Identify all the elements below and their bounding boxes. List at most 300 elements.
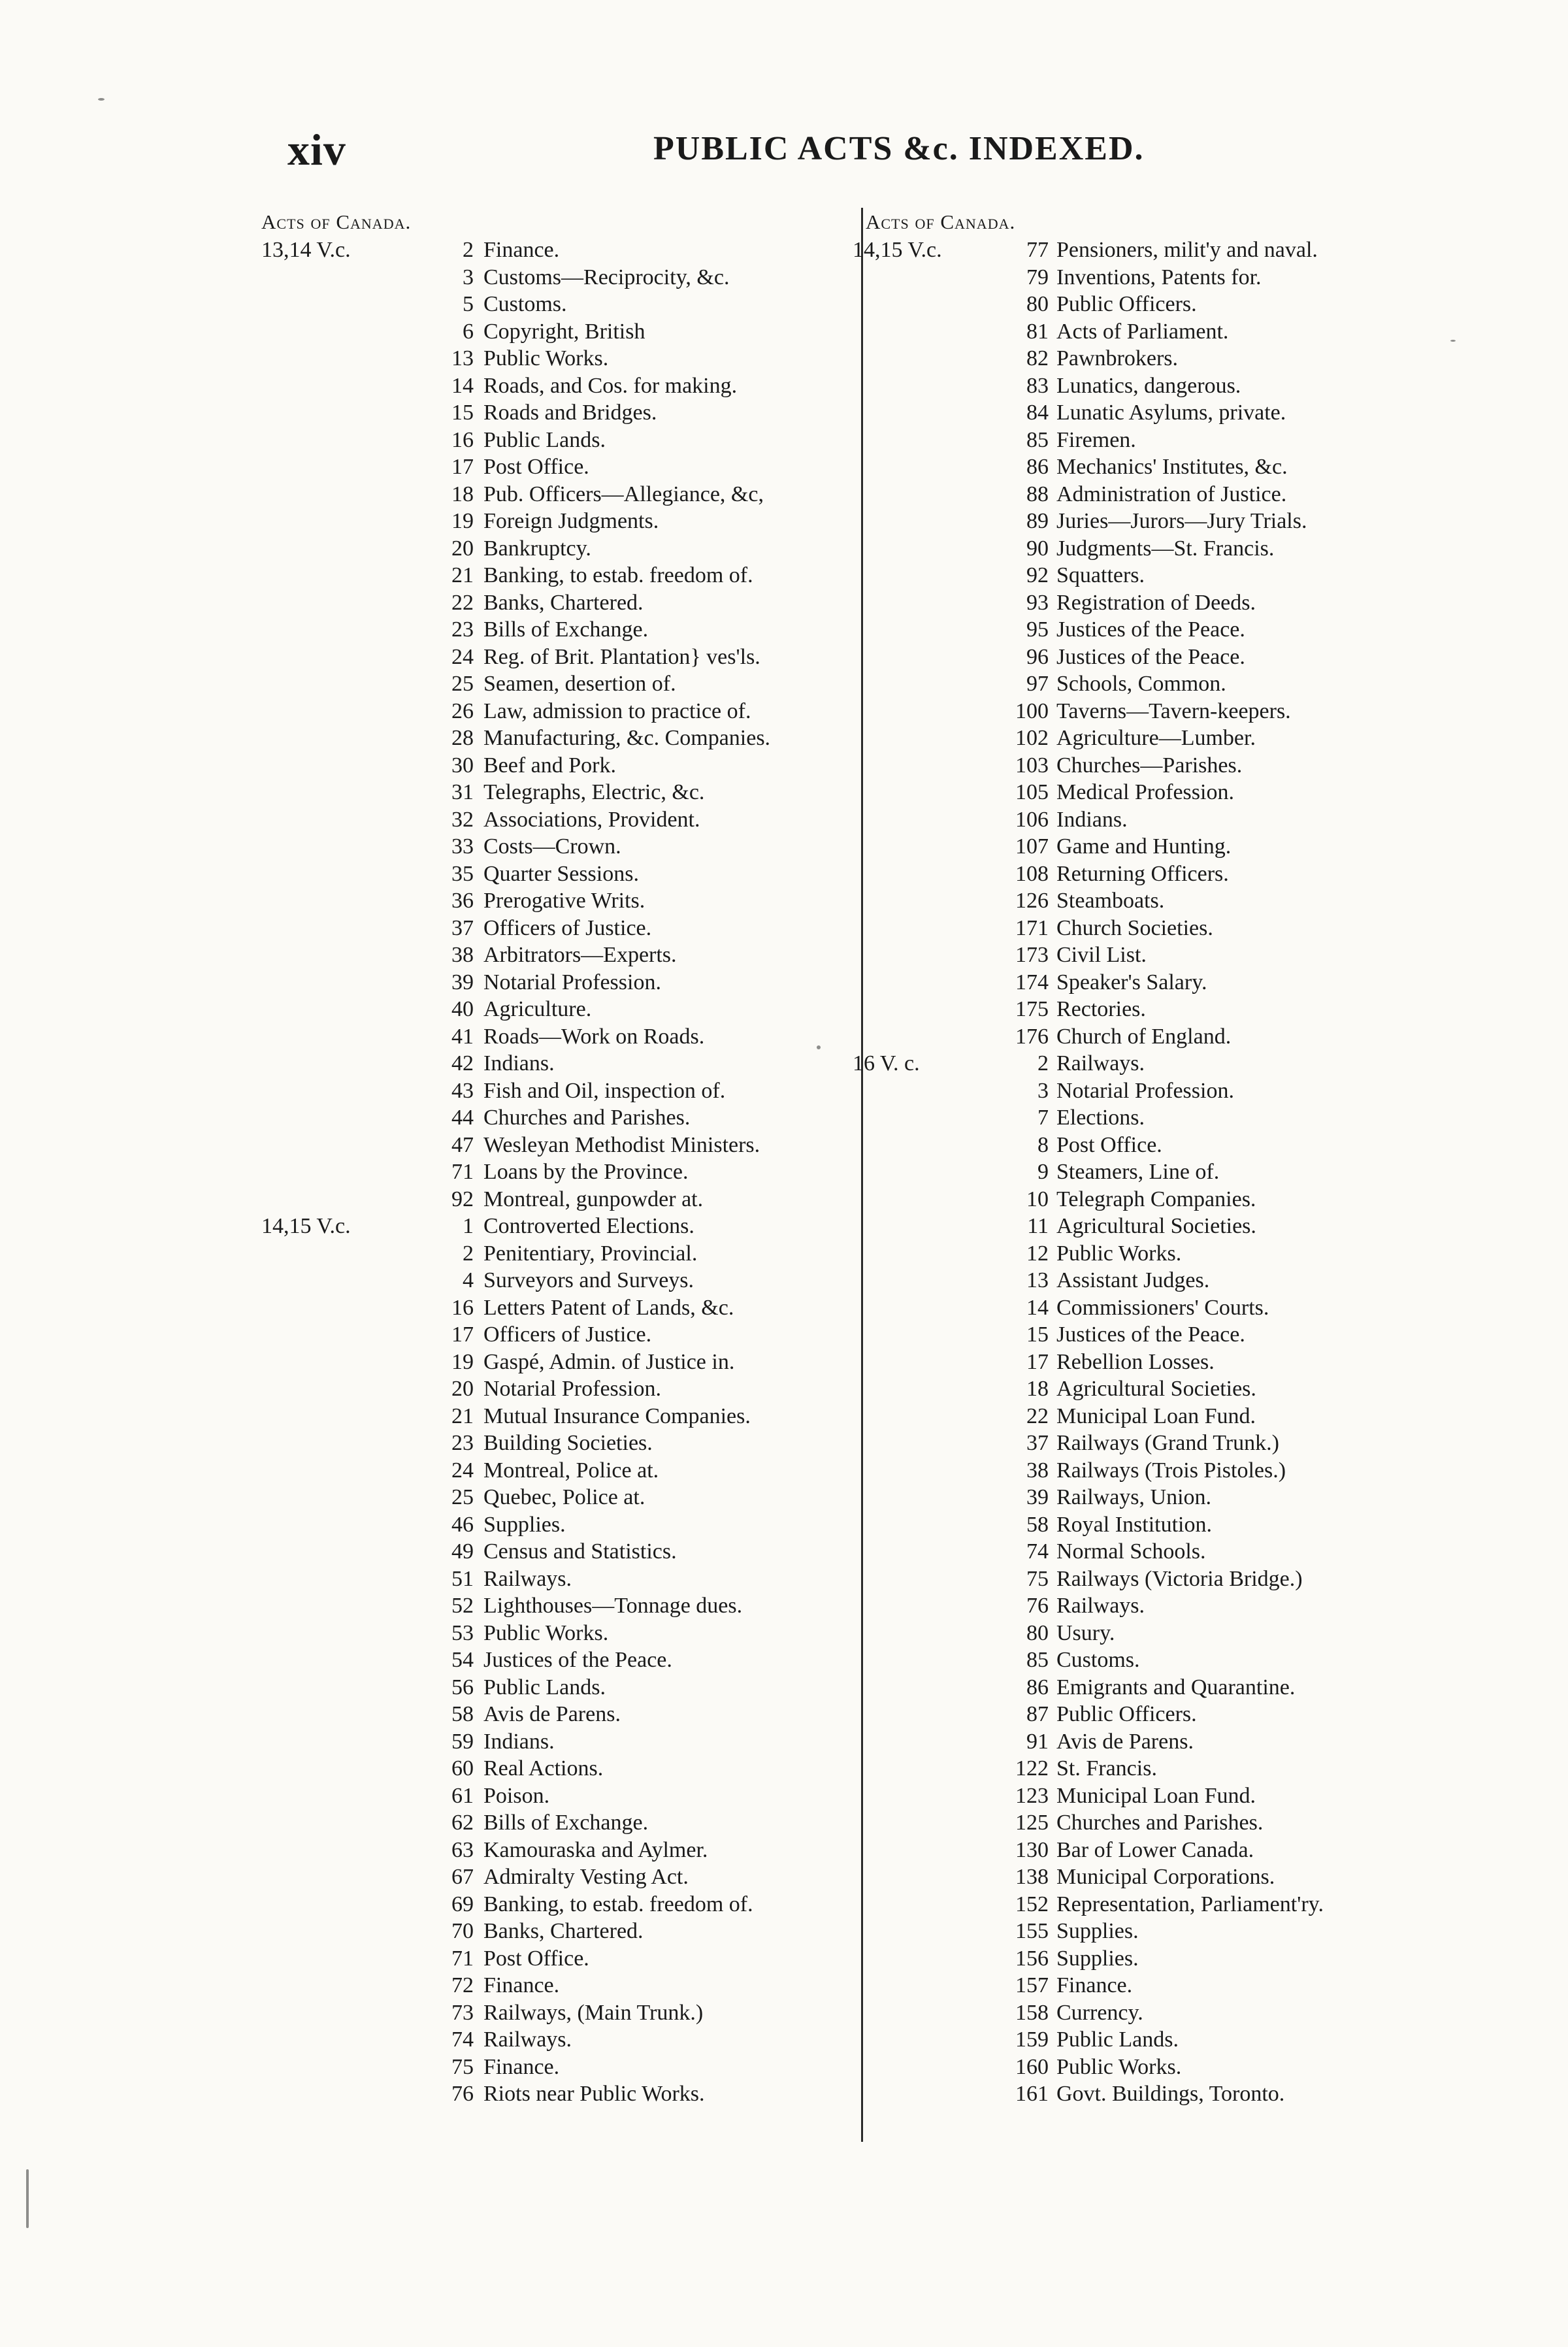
index-entry	[261, 453, 849, 481]
index-entry	[261, 969, 849, 996]
act-title: Lunatics, dangerous.	[1056, 373, 1241, 398]
chapter-number: 74	[451, 2027, 474, 2052]
act-title: Acts of Parliament.	[1056, 319, 1229, 344]
act-title: Copyright, British	[483, 319, 645, 344]
chapter-number: 93	[1026, 590, 1049, 615]
act-title: Finance.	[483, 2054, 560, 2079]
act-title: Indians.	[483, 1729, 555, 1754]
index-entry	[853, 1321, 1441, 1349]
index-entry	[261, 1158, 849, 1186]
chapter-number: 75	[451, 2054, 474, 2079]
chapter-number: 44	[451, 1106, 474, 1130]
index-entry	[853, 942, 1441, 969]
chapter-number: 82	[1026, 346, 1049, 370]
act-title: Administration of Justice.	[1056, 482, 1287, 506]
act-title: Agricultural Societies.	[1056, 1377, 1256, 1401]
index-entry	[261, 264, 849, 291]
chapter-number: 96	[1026, 644, 1049, 669]
index-entry	[261, 1267, 849, 1294]
chapter-number: 122	[1015, 1756, 1049, 1781]
act-title: Notarial Profession.	[483, 1377, 661, 1401]
act-title: Emigrants and Quarantine.	[1056, 1675, 1296, 1699]
chapter-number: 49	[451, 1539, 474, 1564]
index-entry	[261, 1701, 849, 1728]
index-entry	[853, 1592, 1441, 1620]
index-entry	[853, 1620, 1441, 1647]
session-label: 14,15 V.c.	[261, 1214, 351, 1238]
chapter-number: 4	[463, 1268, 474, 1292]
index-entry	[261, 535, 849, 563]
index-entry	[261, 1403, 849, 1430]
index-entry	[261, 1592, 849, 1620]
act-title: Post Office.	[483, 455, 589, 479]
index-entry	[261, 1863, 849, 1891]
index-entry	[853, 1999, 1441, 2027]
index-entry	[261, 1620, 849, 1647]
act-title: Squatters.	[1056, 563, 1145, 587]
index-entry	[853, 1701, 1441, 1728]
chapter-number: 30	[451, 753, 474, 778]
index-entry	[261, 1430, 849, 1457]
chapter-number: 58	[1026, 1512, 1049, 1537]
chapter-number: 17	[451, 1322, 474, 1347]
chapter-number: 17	[451, 455, 474, 479]
act-title: Kamouraska and Aylmer.	[483, 1837, 708, 1862]
chapter-number: 157	[1015, 1973, 1049, 1997]
index-entry	[853, 1186, 1441, 1213]
chapter-number: 37	[451, 915, 474, 940]
act-title: Elections.	[1056, 1106, 1145, 1130]
chapter-number: 100	[1015, 698, 1049, 723]
act-title: Indians.	[483, 1051, 555, 1075]
index-entry	[853, 345, 1441, 372]
act-title: Public Lands.	[483, 1675, 606, 1699]
index-entry	[261, 1837, 849, 1864]
act-title: Civil List.	[1056, 943, 1147, 967]
act-title: Arbitrators—Experts.	[483, 943, 677, 967]
index-entry	[853, 1945, 1441, 1973]
chapter-number: 21	[451, 1403, 474, 1428]
chapter-number: 36	[451, 889, 474, 913]
chapter-number: 12	[1026, 1241, 1049, 1266]
act-title: Banking, to estab. freedom of.	[483, 1892, 753, 1916]
index-entry	[853, 1050, 1441, 1077]
chapter-number: 25	[451, 1485, 474, 1509]
act-title: Public Officers.	[1056, 1702, 1197, 1726]
act-title: Game and Hunting.	[1056, 834, 1232, 859]
chapter-number: 20	[451, 536, 474, 561]
chapter-number: 16	[451, 427, 474, 452]
act-title: Telegraph Companies.	[1056, 1187, 1256, 1211]
index-entry	[853, 1809, 1441, 1837]
act-title: Public Works.	[483, 1620, 609, 1645]
chapter-number: 22	[451, 590, 474, 615]
chapter-number: 20	[451, 1377, 474, 1401]
chapter-number: 67	[451, 1865, 474, 1889]
index-entry	[853, 427, 1441, 454]
index-entry	[261, 427, 849, 454]
index-entry	[853, 996, 1441, 1023]
chapter-number: 28	[451, 726, 474, 750]
act-title: Railways (Grand Trunk.)	[1056, 1431, 1279, 1455]
act-title: Church of England.	[1056, 1024, 1232, 1049]
chapter-number: 17	[1026, 1349, 1049, 1374]
chapter-number: 31	[451, 780, 474, 804]
chapter-number: 38	[1026, 1458, 1049, 1483]
act-title: Wesleyan Methodist Ministers.	[483, 1132, 760, 1157]
index-entry	[261, 644, 849, 671]
index-entry	[853, 1538, 1441, 1566]
act-title: Public Works.	[483, 346, 609, 370]
act-title: Railways, Union.	[1056, 1485, 1212, 1509]
act-title: Customs—Reciprocity, &c.	[483, 265, 730, 289]
act-title: Finance.	[1056, 1973, 1133, 1997]
index-entry	[853, 1728, 1441, 1756]
chapter-number: 85	[1026, 1648, 1049, 1672]
act-title: Assistant Judges.	[1056, 1268, 1210, 1292]
chapter-number: 3	[463, 265, 474, 289]
chapter-number: 108	[1015, 861, 1049, 886]
index-entry	[261, 1999, 849, 2027]
chapter-number: 81	[1026, 319, 1049, 344]
act-title: Representation, Parliament'ry.	[1056, 1892, 1324, 1916]
chapter-number: 175	[1015, 997, 1049, 1021]
chapter-number: 83	[1026, 373, 1049, 398]
index-entry	[261, 887, 849, 915]
index-entry	[261, 1782, 849, 1810]
act-title: Railways (Victoria Bridge.)	[1056, 1566, 1303, 1591]
chapter-number: 7	[1037, 1106, 1049, 1130]
index-entry	[853, 969, 1441, 996]
index-entry	[853, 1566, 1441, 1593]
act-title: Officers of Justice.	[483, 1322, 652, 1347]
index-entry	[261, 779, 849, 806]
chapter-number: 13	[1026, 1268, 1049, 1292]
chapter-number: 70	[451, 1919, 474, 1943]
act-title: Agricultural Societies.	[1056, 1214, 1256, 1238]
index-entry	[261, 1375, 849, 1403]
chapter-number: 86	[1026, 455, 1049, 479]
act-title: Prerogative Writs.	[483, 889, 645, 913]
chapter-number: 161	[1015, 2082, 1049, 2106]
act-title: Letters Patent of Lands, &c.	[483, 1295, 734, 1320]
chapter-number: 130	[1015, 1837, 1049, 1862]
index-entry	[261, 1945, 849, 1973]
chapter-number: 52	[451, 1594, 474, 1618]
index-entry	[853, 616, 1441, 644]
chapter-number: 51	[451, 1566, 474, 1591]
chapter-number: 91	[1026, 1729, 1049, 1754]
chapter-number: 1	[463, 1214, 474, 1238]
index-entry	[853, 1132, 1441, 1159]
act-title: Juries—Jurors—Jury Trials.	[1056, 509, 1307, 533]
chapter-number: 159	[1015, 2027, 1049, 2052]
act-title: Reg. of Brit. Plantation} ves'ls.	[483, 644, 760, 669]
chapter-number: 80	[1026, 1620, 1049, 1645]
index-entry	[261, 399, 849, 427]
act-title: Normal Schools.	[1056, 1539, 1206, 1564]
act-title: Customs.	[483, 292, 567, 316]
index-entry	[853, 2026, 1441, 2054]
index-entry	[261, 698, 849, 725]
index-entry	[853, 1647, 1441, 1674]
act-title: Roads—Work on Roads.	[483, 1024, 705, 1049]
chapter-number: 62	[451, 1811, 474, 1835]
act-title: Public Lands.	[483, 427, 606, 452]
index-entry	[853, 1430, 1441, 1457]
act-title: Justices of the Peace.	[1056, 1322, 1245, 1347]
index-entry	[261, 2054, 849, 2081]
index-entry	[853, 562, 1441, 589]
chapter-number: 123	[1015, 1783, 1049, 1808]
act-title: Churches and Parishes.	[1056, 1811, 1264, 1835]
chapter-number: 105	[1015, 780, 1049, 804]
act-title: Judgments—St. Francis.	[1056, 536, 1275, 561]
act-title: Taverns—Tavern-keepers.	[1056, 698, 1291, 723]
chapter-number: 33	[451, 834, 474, 859]
index-entry	[261, 752, 849, 780]
index-entry	[853, 1674, 1441, 1701]
act-title: Pub. Officers—Allegiance, &c,	[483, 482, 764, 506]
chapter-number: 89	[1026, 509, 1049, 533]
chapter-number: 37	[1026, 1431, 1049, 1455]
chapter-number: 95	[1026, 617, 1049, 642]
index-entry	[261, 670, 849, 698]
act-title: Admiralty Vesting Act.	[483, 1865, 689, 1889]
index-entry	[261, 1349, 849, 1376]
index-entry	[853, 1918, 1441, 1945]
act-title: Railways.	[483, 2027, 572, 2052]
chapter-number: 106	[1015, 807, 1049, 832]
act-title: Indians.	[1056, 807, 1128, 832]
index-entry	[853, 1755, 1441, 1782]
index-entry	[853, 264, 1441, 291]
index-entry	[261, 806, 849, 834]
index-entry	[261, 1809, 849, 1837]
chapter-number: 3	[1037, 1078, 1049, 1103]
act-title: Notarial Profession.	[1056, 1078, 1234, 1103]
act-title: Loans by the Province.	[483, 1160, 689, 1184]
act-title: Post Office.	[483, 1946, 589, 1971]
session-label: 14,15 V.c.	[853, 238, 942, 262]
act-title: Census and Statistics.	[483, 1539, 677, 1564]
chapter-number: 85	[1026, 427, 1049, 452]
chapter-number: 79	[1026, 265, 1049, 289]
act-title: Quarter Sessions.	[483, 861, 639, 886]
act-title: Lighthouses—Tonnage dues.	[483, 1594, 743, 1618]
act-title: Manufacturing, &c. Companies.	[483, 726, 771, 750]
chapter-number: 38	[451, 943, 474, 967]
index-entry	[261, 1077, 849, 1105]
index-entry	[853, 1403, 1441, 1430]
act-title: Justices of the Peace.	[1056, 617, 1245, 642]
chapter-number: 58	[451, 1702, 474, 1726]
chapter-number: 73	[451, 2000, 474, 2025]
chapter-number: 76	[1026, 1594, 1049, 1618]
chapter-number: 10	[1026, 1187, 1049, 1211]
act-title: Commissioners' Courts.	[1056, 1295, 1269, 1320]
chapter-number: 126	[1015, 889, 1049, 913]
index-entry	[853, 1158, 1441, 1186]
index-entry	[261, 1294, 849, 1322]
chapter-number: 156	[1015, 1946, 1049, 1971]
index-entry	[261, 1728, 849, 1756]
index-entry	[853, 1837, 1441, 1864]
index-entry	[853, 1457, 1441, 1485]
chapter-number: 39	[1026, 1485, 1049, 1509]
index-entry	[261, 1050, 849, 1077]
chapter-number: 59	[451, 1729, 474, 1754]
chapter-number: 69	[451, 1892, 474, 1916]
index-entry	[853, 2080, 1441, 2108]
chapter-number: 174	[1015, 970, 1049, 994]
index-entry	[853, 1375, 1441, 1403]
index-entry	[853, 887, 1441, 915]
index-entry	[853, 1104, 1441, 1132]
chapter-number: 125	[1015, 1811, 1049, 1835]
act-title: Building Societies.	[483, 1431, 653, 1455]
act-title: Churches—Parishes.	[1056, 753, 1243, 778]
act-title: Banking, to estab. freedom of.	[483, 563, 753, 587]
act-title: Telegraphs, Electric, &c.	[483, 780, 705, 804]
act-title: St. Francis.	[1056, 1756, 1157, 1781]
chapter-number: 32	[451, 807, 474, 832]
act-title: Riots near Public Works.	[483, 2082, 705, 2106]
index-entry	[853, 237, 1441, 264]
index-entry	[261, 861, 849, 888]
act-title: Railways, (Main Trunk.)	[483, 2000, 704, 2025]
act-title: Railways (Trois Pistoles.)	[1056, 1458, 1286, 1483]
index-entry	[853, 833, 1441, 861]
act-title: Public Works.	[1056, 1241, 1182, 1266]
chapter-number: 35	[451, 861, 474, 886]
chapter-number: 160	[1015, 2054, 1049, 2079]
index-entry	[261, 481, 849, 508]
index-entry	[853, 752, 1441, 780]
act-title: Municipal Loan Fund.	[1056, 1403, 1256, 1428]
chapter-number: 19	[451, 1349, 474, 1374]
index-entry	[261, 1023, 849, 1051]
scan-speck	[817, 1045, 821, 1049]
index-entry	[853, 2054, 1441, 2081]
act-title: Firemen.	[1056, 427, 1136, 452]
act-title: Beef and Pork.	[483, 753, 617, 778]
act-title: Pawnbrokers.	[1056, 346, 1179, 370]
chapter-number: 2	[463, 1241, 474, 1266]
act-title: Mutual Insurance Companies.	[483, 1403, 751, 1428]
index-entry	[261, 237, 849, 264]
act-title: Costs—Crown.	[483, 834, 621, 859]
index-entry	[261, 318, 849, 346]
index-entry	[853, 861, 1441, 888]
index-entry	[261, 1674, 849, 1701]
act-title: Fish and Oil, inspection of.	[483, 1078, 726, 1103]
act-title: Mechanics' Institutes, &c.	[1056, 455, 1288, 479]
act-title: Bills of Exchange.	[483, 1811, 649, 1835]
act-title: Finance.	[483, 238, 560, 262]
act-title: Bills of Exchange.	[483, 617, 649, 642]
act-title: Montreal, Police at.	[483, 1458, 659, 1483]
act-title: Rectories.	[1056, 997, 1146, 1021]
index-entry	[853, 644, 1441, 671]
left-section-heading: Acts of Canada.	[261, 210, 412, 233]
index-entry	[261, 508, 849, 535]
index-entry	[261, 1647, 849, 1674]
act-title: Poison.	[483, 1783, 550, 1808]
chapter-number: 8	[1037, 1132, 1049, 1157]
index-entry	[261, 915, 849, 942]
act-title: Schools, Common.	[1056, 672, 1226, 696]
act-title: Church Societies.	[1056, 915, 1213, 940]
chapter-number: 23	[451, 1431, 474, 1455]
act-title: Supplies.	[1056, 1919, 1139, 1943]
chapter-number: 63	[451, 1837, 474, 1862]
index-entry	[853, 1782, 1441, 1810]
index-entry	[261, 833, 849, 861]
chapter-number: 11	[1027, 1214, 1049, 1238]
index-entry	[853, 725, 1441, 752]
chapter-number: 102	[1015, 726, 1049, 750]
act-title: Foreign Judgments.	[483, 509, 659, 533]
act-title: Customs.	[1056, 1648, 1140, 1672]
index-entry	[261, 1321, 849, 1349]
index-entry	[853, 1294, 1441, 1322]
act-title: Lunatic Asylums, private.	[1056, 401, 1286, 425]
act-title: Public Works.	[1056, 2054, 1182, 2079]
index-entry	[261, 589, 849, 617]
act-title: Montreal, gunpowder at.	[483, 1187, 704, 1211]
act-title: Railways.	[1056, 1051, 1145, 1075]
chapter-number: 107	[1015, 834, 1049, 859]
act-title: Banks, Chartered.	[483, 590, 644, 615]
act-title: Rebellion Losses.	[1056, 1349, 1215, 1374]
index-entry	[261, 1511, 849, 1539]
act-title: Speaker's Salary.	[1056, 970, 1207, 994]
index-entry	[853, 291, 1441, 318]
chapter-number: 2	[463, 238, 474, 262]
index-entry	[261, 2080, 849, 2108]
chapter-number: 6	[463, 319, 474, 344]
index-entry	[261, 2026, 849, 2054]
act-title: Returning Officers.	[1056, 861, 1229, 886]
index-entry	[261, 616, 849, 644]
index-entry	[853, 318, 1441, 346]
chapter-number: 21	[451, 563, 474, 587]
index-entry	[853, 1891, 1441, 1918]
act-title: Medical Profession.	[1056, 780, 1234, 804]
chapter-number: 15	[451, 401, 474, 425]
chapter-number: 158	[1015, 2000, 1049, 2025]
chapter-number: 60	[451, 1756, 474, 1781]
act-title: Roads and Bridges.	[483, 401, 657, 425]
session-label: 13,14 V.c.	[261, 238, 351, 262]
chapter-number: 171	[1015, 915, 1049, 940]
chapter-number: 23	[451, 617, 474, 642]
index-entry	[853, 481, 1441, 508]
index-entry	[853, 915, 1441, 942]
chapter-number: 43	[451, 1078, 474, 1103]
index-entry	[261, 1566, 849, 1593]
index-entry	[853, 1863, 1441, 1891]
scan-speck	[98, 98, 105, 101]
chapter-number: 77	[1026, 238, 1049, 262]
left-index-list	[261, 237, 849, 2108]
index-entry	[261, 1213, 849, 1240]
act-title: Controverted Elections.	[483, 1214, 694, 1238]
scan-speck	[26, 2169, 29, 2228]
index-entry	[261, 1186, 849, 1213]
act-title: Churches and Parishes.	[483, 1106, 691, 1130]
